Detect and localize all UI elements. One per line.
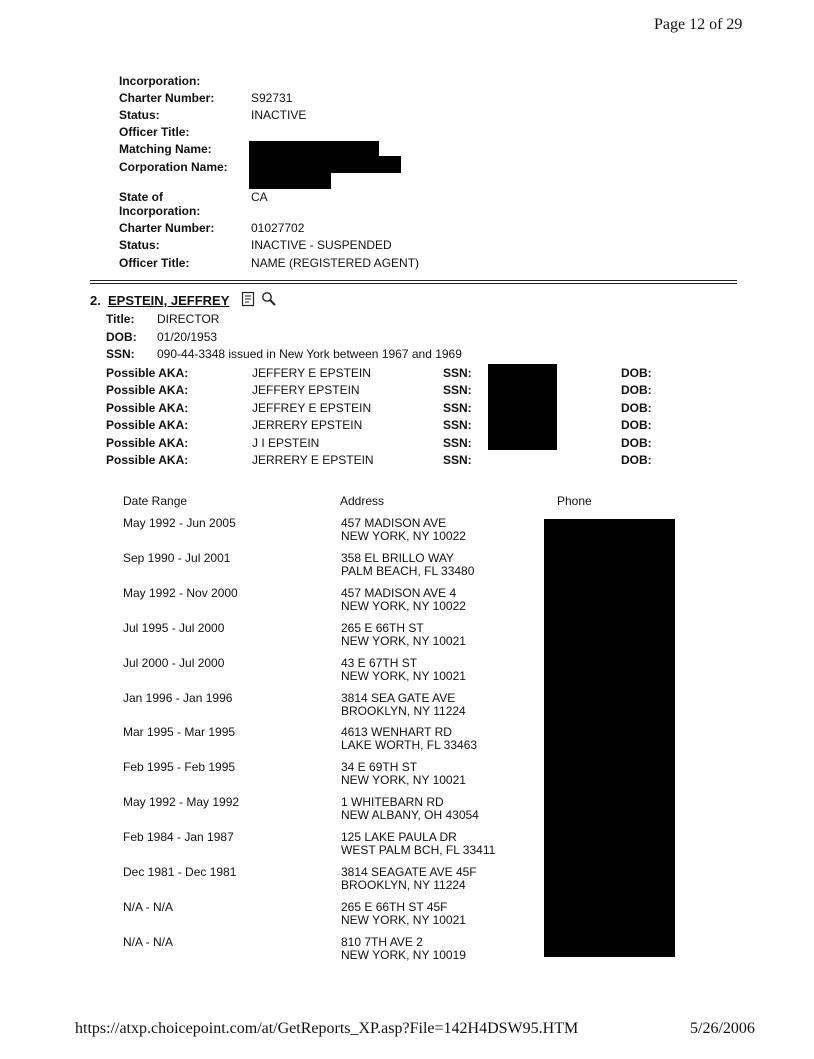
address-line-1: 265 E 66TH ST 45F [341, 900, 448, 914]
possible-aka-label: Possible AKA: [106, 453, 189, 467]
date-range: Sep 1990 - Jul 2001 [123, 551, 231, 565]
aka-ssn-label: SSN: [443, 383, 472, 397]
phone-header: Phone [557, 494, 592, 508]
address-line-2: NEW YORK, NY 10019 [341, 948, 466, 962]
address-line-2: NEW YORK, NY 10021 [341, 634, 466, 648]
footer-url: https://atxp.choicepoint.com/at/GetReports_XP.asp?File=142H4DSW95.HTM [75, 1020, 579, 1037]
section-divider [90, 283, 737, 284]
address-line-2: BROOKLYN, NY 11224 [341, 878, 466, 892]
aka-ssn-label: SSN: [443, 401, 472, 415]
address-line-1: 4613 WENHART RD [341, 725, 452, 739]
aka-dob-label: DOB: [621, 436, 652, 450]
date-range: Jan 1996 - Jan 1996 [123, 691, 233, 705]
address-line-2: LAKE WORTH, FL 33463 [341, 738, 478, 752]
address-line-2: PALM BEACH, FL 33480 [341, 564, 475, 578]
matching-name-label: Matching Name: [119, 142, 212, 156]
magnifier-icon[interactable] [261, 291, 277, 310]
charter-number-value: 01027702 [251, 221, 305, 235]
page-number: Page 12 of 29 [654, 16, 743, 33]
state-value: CA [251, 190, 268, 204]
address-line-1: 1 WHITEBARN RD [341, 795, 444, 809]
date-range: Dec 1981 - Dec 1981 [123, 865, 237, 879]
aka-ssn-label: SSN: [443, 453, 472, 467]
date-range-header: Date Range [123, 494, 188, 508]
state-of-label: State of [119, 190, 164, 204]
aka-name: JEFFERY EPSTEIN [252, 383, 360, 397]
date-range: Jul 2000 - Jul 2000 [123, 656, 225, 670]
address-line-1: 3814 SEAGATE AVE 45F [341, 865, 477, 879]
officer-title-label: Officer Title: [119, 256, 190, 270]
status-value: INACTIVE [251, 108, 307, 122]
address-line-2: NEW YORK, NY 10021 [341, 913, 466, 927]
charter-number-value: S92731 [251, 91, 293, 105]
charter-number-label: Charter Number: [119, 221, 215, 235]
officer-title-value: NAME (REGISTERED AGENT) [251, 256, 420, 270]
address-line-1: 265 E 66TH ST [341, 621, 424, 635]
aka-name: JERRERY E EPSTEIN [252, 453, 374, 467]
address-line-1: 810 7TH AVE 2 [341, 935, 423, 949]
record-number: 2. [90, 293, 101, 308]
person-name-link[interactable]: EPSTEIN, JEFFREY [108, 293, 230, 308]
section-divider [90, 280, 737, 281]
ssn-value: 090-44-3348 issued in New York between 1967 and 1969 [157, 347, 462, 361]
aka-dob-label: DOB: [621, 401, 652, 415]
address-line-2: NEW YORK, NY 10022 [341, 529, 466, 543]
aka-dob-label: DOB: [621, 383, 652, 397]
status-value: INACTIVE - SUSPENDED [251, 238, 392, 252]
aka-ssn-label: SSN: [443, 436, 472, 450]
date-range: May 1992 - Nov 2000 [123, 586, 238, 600]
possible-aka-label: Possible AKA: [106, 436, 189, 450]
address-line-2: WEST PALM BCH, FL 33411 [341, 843, 496, 857]
date-range: Feb 1984 - Jan 1987 [123, 830, 234, 844]
officer-title-label: Officer Title: [119, 125, 190, 139]
status-label: Status: [119, 238, 160, 252]
dob-value: 01/20/1953 [157, 330, 218, 344]
redaction-block [544, 519, 675, 957]
possible-aka-label: Possible AKA: [106, 366, 189, 380]
date-range: May 1992 - Jun 2005 [123, 516, 236, 530]
address-line-2: NEW YORK, NY 10021 [341, 669, 466, 683]
address-line-2: NEW YORK, NY 10022 [341, 599, 466, 613]
address-line-2: BROOKLYN, NY 11224 [341, 704, 466, 718]
date-range: N/A - N/A [123, 935, 174, 949]
possible-aka-label: Possible AKA: [106, 383, 189, 397]
address-line-1: 125 LAKE PAULA DR [341, 830, 457, 844]
report-icon[interactable] [241, 291, 255, 310]
address-line-1: 457 MADISON AVE [341, 516, 447, 530]
status-label: Status: [119, 108, 160, 122]
dob-label: DOB: [106, 330, 137, 344]
address-line-1: 457 MADISON AVE 4 [341, 586, 457, 600]
redaction-block [249, 171, 331, 189]
date-range: N/A - N/A [123, 900, 174, 914]
possible-aka-label: Possible AKA: [106, 401, 189, 415]
corporation-name-label: Corporation Name: [119, 160, 228, 174]
address-line-2: NEW ALBANY, OH 43054 [341, 808, 479, 822]
title-value: DIRECTOR [157, 312, 220, 326]
title-label: Title: [106, 312, 135, 326]
incorporation-label: Incorporation: [119, 204, 201, 218]
date-range: Mar 1995 - Mar 1995 [123, 725, 236, 739]
ssn-label: SSN: [106, 347, 135, 361]
aka-ssn-label: SSN: [443, 418, 472, 432]
aka-name: J I EPSTEIN [252, 436, 320, 450]
date-range: May 1992 - May 1992 [123, 795, 240, 809]
aka-ssn-label: SSN: [443, 366, 472, 380]
aka-dob-label: DOB: [621, 418, 652, 432]
aka-name: JERRERY EPSTEIN [252, 418, 363, 432]
redaction-block [488, 364, 557, 450]
incorporation-label: Incorporation: [119, 74, 201, 88]
address-line-1: 43 E 67TH ST [341, 656, 418, 670]
date-range: Jul 1995 - Jul 2000 [123, 621, 225, 635]
address-line-2: NEW YORK, NY 10021 [341, 773, 466, 787]
date-range: Feb 1995 - Feb 1995 [123, 760, 236, 774]
aka-dob-label: DOB: [621, 453, 652, 467]
aka-dob-label: DOB: [621, 366, 652, 380]
aka-name: JEFFERY E EPSTEIN [252, 366, 371, 380]
aka-name: JEFFREY E EPSTEIN [252, 401, 372, 415]
possible-aka-label: Possible AKA: [106, 418, 189, 432]
charter-number-label: Charter Number: [119, 91, 215, 105]
address-header: Address [340, 494, 385, 508]
footer-date: 5/26/2006 [690, 1020, 755, 1037]
address-line-1: 358 EL BRILLO WAY [341, 551, 454, 565]
address-line-1: 34 E 69TH ST [341, 760, 418, 774]
address-line-1: 3814 SEA GATE AVE [341, 691, 456, 705]
